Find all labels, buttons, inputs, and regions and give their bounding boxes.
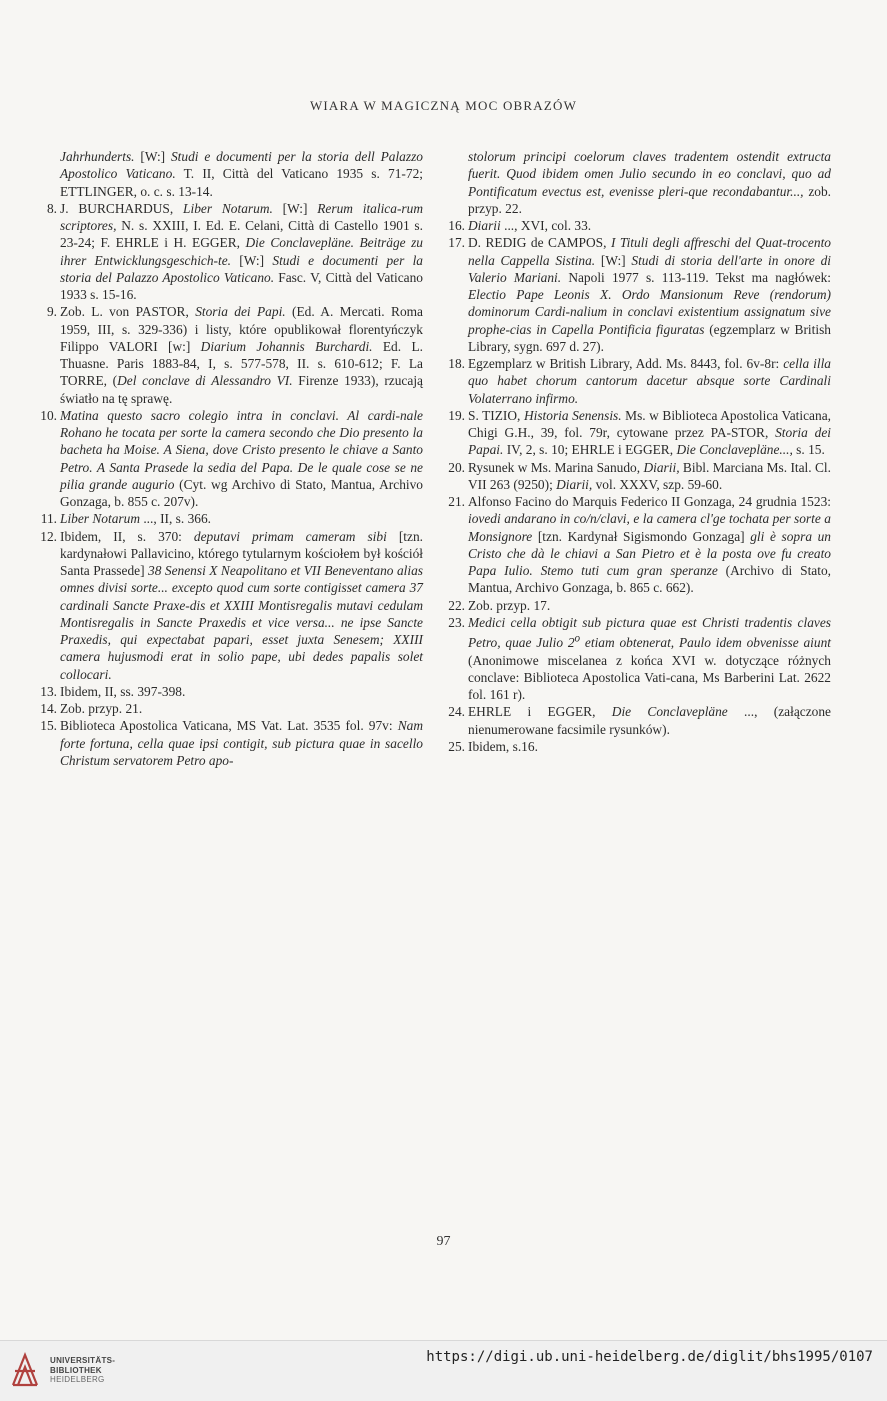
footnote-number: 20. bbox=[448, 459, 465, 475]
footnote-text: Zob. L. von PASTOR, Storia dei Papi. (Ed. A. Mercati. Roma 1959, III, s. 329-336) i listy, które opublikował florentyńczyk Filippo VALORI [w:] Diarium Johannis Burchardi. Ed. L. Thuasne. Paris 1883-84, I, s. 577-578, II. s. 610-612; F. La TORRE, (Del conclave di Alessandro VI. Firenze 1933), rzucają światło na tę sprawę. bbox=[60, 304, 423, 406]
footnote-text: Alfonso Facino do Marquis Federico II Gonzaga, 24 grudnia 1523: iovedi andarano in co/n/clavi, e la camera cl'ge tochata per sorte a Monsignore [tzn. Kardynał Sigismondo Gonzaga] gli è sopra un Cristo che dà le chiavi a San Pietro et è la posta ove fu creato Papa Iulio. Stemo tuti cum gran speranze (Archivo di Stato, Mantua, Archivo Gonzaga, b. 865 c. 662). bbox=[468, 494, 831, 596]
footnote bbox=[449, 738, 831, 755]
footnote-number: 10. bbox=[40, 407, 57, 423]
footnote-number: 8. bbox=[46, 200, 57, 216]
footnote bbox=[449, 407, 831, 459]
footnote-text: Matina questo sacro colegio intra in conclavi. Al cardi-nale Rohano he tocata per sorte la camera secondo che Dio presento la bacheta ha Moise. A Siena, dove Cristo presento le chiave a Santo Petro. A Santa Prasede la sedia del Papa. De le quale cose se ne pilia grande augurio (Cyt. wg Archivo di Stato, Mantua, Archivo Gonzaga, b. 855 c. 207v). bbox=[60, 407, 424, 509]
footnote-number: 23. bbox=[448, 614, 465, 630]
footnote-text: Ibidem, s.16. bbox=[468, 738, 538, 754]
footnote-number: 17. bbox=[448, 235, 465, 251]
footnote bbox=[449, 703, 831, 738]
footnote-text: EHRLE i EGGER, Die Conclavepläne ..., (załączone nienumerowane facsimile rysunków). bbox=[468, 704, 831, 737]
footnote bbox=[449, 234, 831, 355]
footnote-number: 14. bbox=[40, 701, 57, 716]
footnotes-left-column bbox=[41, 148, 423, 769]
footnote-text: Ibidem, II, s. 370: deputavi primam cameram sibi [tzn. kardynałowi Pallavicino, którego tytularnym kościołem był kościół Santa Prassede] 38 Senensi X Neapolitano et VII Beneventano alias omnes divisi sorte... excepto quod cum sorte contigisset camera 37 cardinali Sancte Praxe-dis et XXIII Montisregalis mutavi cedulam Montisregalis in Sancte Praxedis et vice versa... ne ipse Sancte Praxedis, qui expectabat papari, esset juxta Senesem; XXIII camera hujusmodi erat in solio pape, ubi dedes papalis solet collocari. bbox=[60, 528, 423, 682]
footnote-text: J. BURCHARDUS, Liber Notarum. [W:] Rerum italica-rum scriptores, N. s. XXIII, I. Ed. E. Celani, Città di Castello 1901 s. 23-24; F. EHRLE i H. EGGER, Die Conclavepläne. Beiträge zu ihrer Entwicklungsgeschich-te. [W:] Studi e documenti per la storia del Palazzo Apostolico Vaticano. Fasc. V, Città del Vaticano 1933 s. 15-16. bbox=[60, 200, 423, 302]
footnote bbox=[41, 510, 423, 527]
footnote-text: Ibidem, II, ss. 397-398. bbox=[60, 683, 186, 699]
library-name-line: UNIVERSITÄTS- bbox=[50, 1356, 116, 1365]
footnote bbox=[449, 614, 831, 704]
footnote bbox=[41, 407, 423, 511]
footnote-text: D. REDIG de CAMPOS, I Tituli degli affreschi del Quat-trocento nella Cappella Sistina. [W:] Studi di storia dell'arte in onore di Valerio Mariani. Napoli 1977 s. 113-119. Tekst ma nagłówek: Electio Pape Leonis X. Ordo Mansionum Reve (rendorum) dominorum Cardi-nalium in conclavi existentium assignatum sive prophe-cias in Capella Pontificia figuratas (egzemplarz w British Library, sygn. 697 d. 27). bbox=[468, 235, 832, 354]
footnote-text: Biblioteca Apostolica Vaticana, MS Vat. Lat. 3535 fol. 97v: Nam forte fortuna, cella quae ipsi contigit, sub pictura quae in sacello Christum servatorem Petro apo- bbox=[60, 718, 423, 768]
footnote bbox=[449, 493, 831, 597]
footnote bbox=[41, 303, 423, 407]
footnote-number: 22. bbox=[448, 597, 465, 613]
footnote bbox=[41, 717, 423, 769]
footnote-number: 13. bbox=[40, 683, 57, 699]
permalink-url[interactable]: https://digi.ub.uni-heidelberg.de/diglit/bhs1995/0107 bbox=[426, 1349, 873, 1365]
library-name[interactable] bbox=[50, 1356, 115, 1385]
footnote bbox=[449, 217, 831, 234]
footnote-continuation: stolorum principi coelorum claves tradentem ostendit extructa fuerit. Quod ibidem omen Julio secundo in eo conclavi, quo ad Pontificatum evectus est, evenisse pleri-que recondabantur..., zob. przyp. 22. bbox=[468, 149, 832, 216]
footnote bbox=[449, 459, 831, 494]
footnote-number: 16. bbox=[448, 218, 465, 233]
footnote-number: 18. bbox=[448, 356, 465, 371]
footnote-text: S. TIZIO, Historia Senensis. Ms. w Biblioteca Apostolica Vaticana, Chigi G.H., 39, fol. 79r, cytowane przez PA-STOR, Storia dei Papai. IV, 2, s. 10; EHRLE i EGGER, Die Conclavepläne..., s. 15. bbox=[468, 407, 831, 458]
footnote bbox=[41, 683, 423, 700]
page-number: 97 bbox=[436, 1234, 451, 1249]
footnote-number: 24. bbox=[448, 704, 465, 720]
footnote-text: Rysunek w Ms. Marina Sanudo, Diarii, Bibl. Marciana Ms. Ital. Cl. VII 263 (9250); Diarii, vol. XXXV, szp. 59-60. bbox=[468, 459, 831, 492]
footnote-number: 21. bbox=[448, 494, 465, 509]
footnote-text: Zob. przyp. 17. bbox=[468, 597, 551, 613]
ub-heidelberg-logo-icon[interactable] bbox=[10, 1349, 40, 1389]
footnote-text: Zob. przyp. 21. bbox=[60, 701, 143, 716]
library-name-line: BIBLIOTHEK bbox=[50, 1365, 102, 1375]
footnote bbox=[41, 700, 423, 717]
footnotes-right-column bbox=[449, 148, 831, 755]
footnote-number: 25. bbox=[448, 738, 465, 754]
library-name-line: HEIDELBERG bbox=[50, 1375, 105, 1384]
footnote bbox=[41, 528, 423, 683]
footnote bbox=[449, 597, 831, 614]
footnote-text: Diarii ..., XVI, col. 33. bbox=[468, 218, 592, 233]
footnote bbox=[41, 200, 423, 304]
footnote-number: 11. bbox=[40, 511, 57, 527]
footnote-text: Liber Notarum ..., II, s. 366. bbox=[60, 511, 212, 527]
footnote-text: Medici cella obtigit sub pictura quae est Christi tradentis claves Petro, quae Julio 2$^o$ etiam obtenerat, Paulo idem obvenisse aiunt (Anonimowe miscelanea z końca XVI w. dotyczące różnych conclave: Biblioteca Apostolica Vati-cana, Ms Barberini Lat. 2622 fol. 161 r). bbox=[468, 614, 831, 703]
footnote-text: Egzemplarz w British Library, Add. Ms. 8443, fol. 6v-8r: cella illa quo habet chorum cantorum dacetur absque sorte Cardinali Volaterrano infirmo. bbox=[468, 356, 831, 406]
footnote-number: 15. bbox=[40, 718, 57, 734]
footnote-number: 19. bbox=[448, 407, 465, 423]
footnote bbox=[449, 355, 831, 407]
footnote-continuation: Jahrhunderts. [W:] Studi e documenti per la storia dell Palazzo Apostolico Vaticano. T. II, Città del Vaticano 1935 s. 71-72; ETTLINGER, o. c. s. 13-14. bbox=[60, 149, 423, 199]
footnote-number: 9. bbox=[46, 304, 57, 320]
running-head: WIARA W MAGICZNĄ MOC OBRAZÓW bbox=[309, 98, 578, 113]
digitization-footer bbox=[0, 1340, 887, 1401]
footnote-number: 12. bbox=[40, 528, 57, 544]
